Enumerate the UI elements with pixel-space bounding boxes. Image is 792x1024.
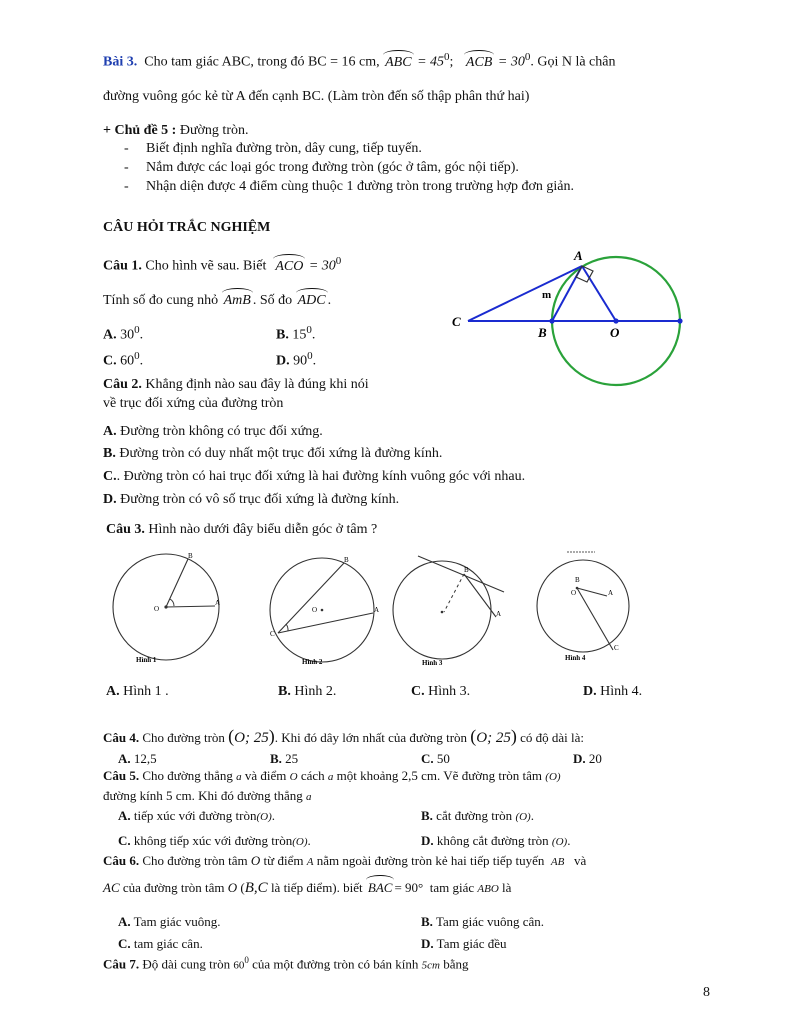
var-ac: AC [103, 880, 120, 895]
q3-option-b[interactable] [278, 684, 336, 700]
q7-line1 [103, 955, 469, 972]
option-text: tiếp xúc với đường tròn [133, 808, 257, 823]
label-b: B [344, 556, 349, 564]
label-b: B [188, 552, 193, 560]
option-value: 15 [292, 327, 307, 343]
q1-option-a[interactable] [103, 324, 143, 344]
q4-option-d[interactable] [573, 751, 602, 767]
label-b: B [575, 576, 580, 584]
degree-sup: 0 [134, 324, 140, 336]
option-key: A. [118, 751, 131, 766]
q6-label: Câu 6. [103, 853, 140, 868]
q6-option-d[interactable] [421, 936, 507, 952]
option-key: B. [270, 751, 282, 766]
q3-figure-4 [533, 548, 648, 673]
chord-ba [464, 574, 496, 617]
bai3-text-end: . Gọi N là chân [530, 54, 616, 70]
q2-option-d[interactable] [103, 492, 399, 508]
q1-option-c[interactable] [103, 350, 143, 370]
paren-open: ( [228, 726, 235, 746]
option-key: C. [118, 833, 131, 848]
q3-figure-1 [108, 550, 238, 675]
q4-option-a[interactable] [118, 751, 157, 767]
point-b [549, 318, 554, 323]
degree-sup: 0 [524, 51, 531, 63]
option-text: Hình 1 . [123, 684, 169, 699]
q4-line1 [103, 726, 584, 747]
angle-arc [286, 624, 288, 631]
angle-bac-value: = 90° [394, 880, 424, 895]
q3-option-c[interactable] [411, 684, 470, 700]
option-key: D. [276, 353, 290, 369]
circle-o: (O) [551, 836, 568, 848]
var-o: O [227, 880, 238, 895]
q1-line-ca [468, 266, 582, 321]
caption: Hình 2 [302, 658, 323, 666]
point-o [613, 318, 618, 323]
var-o: O [289, 771, 298, 783]
tangent-line [418, 556, 504, 592]
topic-item: - Nắm được các loại góc trong đường tròn (góc ở tâm, góc nội tiếp). [146, 160, 519, 176]
q6-line2: AC của đường tròn tâm O (B,C là tiếp điểm). biết BAC = 90° tam giác ABO là [103, 880, 512, 896]
q3-line1 [106, 522, 377, 538]
point-d [677, 318, 682, 323]
option-key: D. [421, 936, 434, 951]
option-key: D. [573, 751, 586, 766]
topic-item: - Nhận diện được 4 điểm cùng thuộc 1 đường tròn trong trường hợp đơn giản. [146, 179, 574, 195]
angle-aco-value: = 30 [308, 258, 336, 274]
arc-adc: ADC [297, 293, 326, 308]
option-key: B. [103, 446, 116, 461]
q1-option-b[interactable] [276, 324, 315, 344]
q2-label: Câu 2. [103, 377, 142, 392]
q7-label: Câu 7. [103, 956, 140, 972]
label-c: C [452, 314, 461, 329]
label-a: A [215, 599, 221, 607]
q2-text: Khẳng định nào sau đây là đúng khi nói [145, 377, 369, 392]
q4-text: có độ dài là: [520, 730, 585, 745]
option-key: A. [118, 914, 131, 929]
label-a: A [496, 610, 502, 618]
option-text: Đường tròn không có trục đối xứng. [120, 424, 323, 439]
option-end: . [139, 353, 144, 369]
dashed-radius [444, 574, 464, 612]
q4-label: Câu 4. [103, 730, 140, 745]
circle-o: (O) [292, 836, 308, 848]
q6-text: của đường tròn tâm [122, 880, 225, 895]
paren-open: ( [470, 726, 477, 746]
degree-sup: 0 [134, 350, 140, 362]
label-c: C [614, 644, 619, 652]
q3-figure-3 [392, 550, 517, 675]
option-end: . [307, 833, 311, 848]
q6-option-c[interactable] [118, 936, 203, 952]
option-text: cắt đường tròn [436, 808, 513, 823]
option-key: C. [411, 684, 425, 699]
option-key: B. [276, 327, 289, 343]
label-o: O [610, 325, 620, 340]
var-abo: ABO [477, 883, 499, 895]
option-end: . [139, 327, 144, 343]
angle-arc [170, 599, 174, 606]
option-text: không tiếp xúc với đường tròn [133, 833, 293, 848]
var-bc: B,C [244, 880, 268, 896]
angle-abc-value: = 45 [417, 54, 445, 70]
option-end: . [311, 327, 316, 343]
option-key: C. [103, 469, 117, 484]
q5-option-b[interactable] [421, 808, 534, 824]
topic-heading-text: Đường tròn. [176, 123, 249, 138]
var-o: O [250, 853, 261, 868]
line-oc [577, 588, 613, 650]
q5-option-a[interactable] [118, 808, 275, 824]
option-key: A. [118, 808, 131, 823]
label-m: m [542, 289, 552, 301]
angle-acb-value: = 30 [497, 54, 525, 70]
q2-option-a[interactable] [103, 424, 323, 440]
circle-o: (O) [256, 811, 272, 823]
degree-sup: 0 [307, 350, 313, 362]
q6-text: từ điểm [263, 853, 304, 868]
option-key: C. [421, 751, 434, 766]
option-value: 90 [293, 353, 308, 369]
q5-text: cách [300, 768, 325, 783]
label-b: B [538, 325, 547, 340]
q5-option-d[interactable] [421, 833, 570, 849]
degree-sup: 0 [335, 255, 342, 267]
option-key: B. [421, 808, 433, 823]
topic-item: - Biết định nghĩa đường tròn, dây cung, tiếp tuyến. [146, 141, 422, 157]
option-key: B. [421, 914, 433, 929]
q5-label: Câu 5. [103, 768, 140, 783]
var-a: a [305, 791, 312, 803]
topic-heading [103, 123, 248, 139]
q3-option-a[interactable] [106, 684, 169, 700]
q5-text: đường kính 5 cm. Khi đó đường thẳng [103, 788, 303, 803]
option-text: Hình 4. [600, 684, 643, 699]
option-text: Tam giác đều [436, 936, 507, 951]
q7-text: Độ dài cung tròn [142, 956, 231, 972]
option-text: Tam giác vuông. [133, 914, 221, 929]
paren-close: ) [510, 726, 517, 746]
label-c: C [270, 630, 275, 638]
q1-line2 [103, 293, 331, 309]
q4-option-c[interactable] [421, 751, 450, 767]
label-b: B [464, 566, 469, 574]
option-text: 12,5 [133, 751, 157, 766]
option-text: 25 [285, 751, 299, 766]
q6-option-b[interactable] [421, 914, 544, 930]
radius-ob [166, 559, 188, 607]
q5-line2 [103, 788, 311, 804]
q2-line1 [103, 377, 369, 393]
q6-text: nằm ngoài đường tròn kẻ hai tiếp tiếp tuyến [316, 853, 545, 868]
q2-option-b[interactable] [103, 446, 442, 462]
circle-o: (O) [515, 811, 531, 823]
label-a: A [608, 589, 614, 597]
bai3-line2: đường vuông góc kẻ từ A đến cạnh BC. (Làm tròn đến số thập phân thứ hai) [103, 89, 530, 104]
caption: Hình 1 [136, 656, 157, 664]
q6-option-a[interactable] [118, 914, 220, 930]
option-key: D. [583, 684, 597, 699]
paren-close: ) [268, 726, 275, 746]
label-a: A [574, 248, 583, 263]
option-key: C. [118, 936, 131, 951]
option-text: không cắt đường tròn [436, 833, 549, 848]
option-text: 50 [436, 751, 450, 766]
q1-text: Cho hình vẽ sau. Biết [145, 258, 267, 274]
angle-bac: BAC [367, 880, 393, 895]
q6-text: Cho đường tròn tâm [142, 853, 248, 868]
page-number: 8 [703, 985, 710, 1000]
q2-line2: về trục đối xứng của đường tròn [103, 396, 284, 411]
var-a: a [236, 771, 242, 783]
option-text: 20 [588, 751, 602, 766]
q5-option-c[interactable] [118, 833, 311, 849]
center-point [164, 605, 167, 608]
circle [537, 560, 629, 652]
option-key: A. [103, 327, 117, 343]
var-ab: AB [550, 856, 565, 868]
caption: Hình 4 [565, 654, 586, 662]
circle [393, 561, 491, 659]
q6-text: tam giác [429, 880, 475, 895]
q1-line-ao [582, 266, 616, 321]
option-value: 60 [120, 353, 135, 369]
bai3-text: Cho tam giác ABC, trong đó BC = 16 cm, [144, 54, 380, 70]
q3-figure-2 [264, 555, 394, 675]
circle-o25: O; 25 [234, 730, 269, 746]
separator: ; [449, 54, 454, 70]
q6-line1 [103, 853, 586, 869]
q7-value: 60 [233, 959, 245, 972]
label-o: O [571, 589, 577, 597]
angle-aco: ACO [275, 258, 304, 274]
q5-text: một khoảng 2,5 cm. Vẽ đường tròn tâm [336, 768, 543, 783]
caption: Hình 3 [422, 659, 443, 667]
option-key: B. [278, 684, 291, 699]
center-point [441, 611, 444, 614]
q1-option-d[interactable] [276, 350, 316, 370]
q5-text: và điểm [244, 768, 287, 783]
q6-text: là tiếp điểm). biết [270, 880, 363, 895]
option-text: Tam giác vuông cân. [435, 914, 545, 929]
q3-label: Câu 3. [106, 522, 145, 537]
label-o: O [154, 605, 160, 613]
center-point [321, 609, 324, 612]
option-text: Đường tròn có vô số trục đối xứng là đường kính. [120, 492, 400, 507]
option-key: D. [103, 492, 117, 507]
q4-option-b[interactable] [270, 751, 298, 767]
var-a: a [327, 771, 334, 783]
circle-o: (O) [545, 771, 561, 783]
q6-text: là [502, 880, 512, 895]
circle-o25: O; 25 [476, 730, 511, 746]
option-text: . Đường tròn có hai trục đối xứng là hai đường kính vuông góc với nhau. [116, 469, 526, 484]
q3-option-d[interactable] [583, 684, 642, 700]
option-end: . [312, 353, 317, 369]
q7-radius: 5cm [421, 959, 440, 972]
option-key: A. [106, 684, 120, 699]
q3-text: Hình nào dưới đây biểu diễn góc ở tâm ? [148, 522, 378, 537]
q5-text: Cho đường thẳng [142, 768, 233, 783]
label-a: A [374, 606, 380, 614]
q7-text: của một đường tròn có bán kính [252, 956, 419, 972]
option-end: . [271, 808, 276, 823]
label-o: O [312, 606, 318, 614]
q4-text: . Khi đó dây lớn nhất của đường tròn [274, 730, 468, 745]
q5-line1 [103, 768, 561, 784]
q7-text: bằng [443, 956, 469, 972]
q1-label: Câu 1. [103, 258, 142, 274]
option-end: . [567, 833, 571, 848]
option-end: . [530, 808, 534, 823]
angle-abc: ABC [385, 54, 412, 70]
center-point [576, 587, 579, 590]
q6-text: và [574, 853, 587, 868]
option-text: tam giác cân. [133, 936, 203, 951]
chord-cb [278, 563, 344, 633]
q2-option-c[interactable] [103, 469, 525, 485]
q1-line1 [103, 255, 341, 275]
option-key: D. [421, 833, 434, 848]
topic-heading-bold: + Chủ đề 5 : [103, 123, 177, 138]
bai3-label: Bài 3. [103, 54, 138, 70]
option-value: 30 [120, 327, 135, 343]
option-text: Hình 3. [428, 684, 471, 699]
degree-sup: 0 [444, 51, 450, 63]
option-text: Hình 2. [294, 684, 337, 699]
arc-amb: AmB [223, 293, 251, 308]
q1-text: . [327, 293, 332, 308]
q1-text: . Số đo [252, 293, 293, 308]
option-text: Đường tròn có duy nhất một trục đối xứng là đường kính. [119, 446, 443, 461]
option-key: A. [103, 424, 117, 439]
angle-acb: ACB [465, 54, 493, 70]
option-key: C. [103, 353, 117, 369]
q1-figure [440, 240, 690, 390]
degree-sup: 0 [244, 955, 249, 965]
section-title: CÂU HỎI TRẮC NGHIỆM [103, 220, 271, 235]
q1-text: Tính số đo cung nhỏ [103, 293, 219, 308]
chord-ca [278, 613, 373, 633]
bai3-line1 [103, 51, 615, 71]
var-a: A [306, 856, 314, 868]
q4-text: Cho đường tròn [142, 730, 225, 745]
degree-sup: 0 [306, 324, 312, 336]
radius-oa [166, 606, 215, 607]
